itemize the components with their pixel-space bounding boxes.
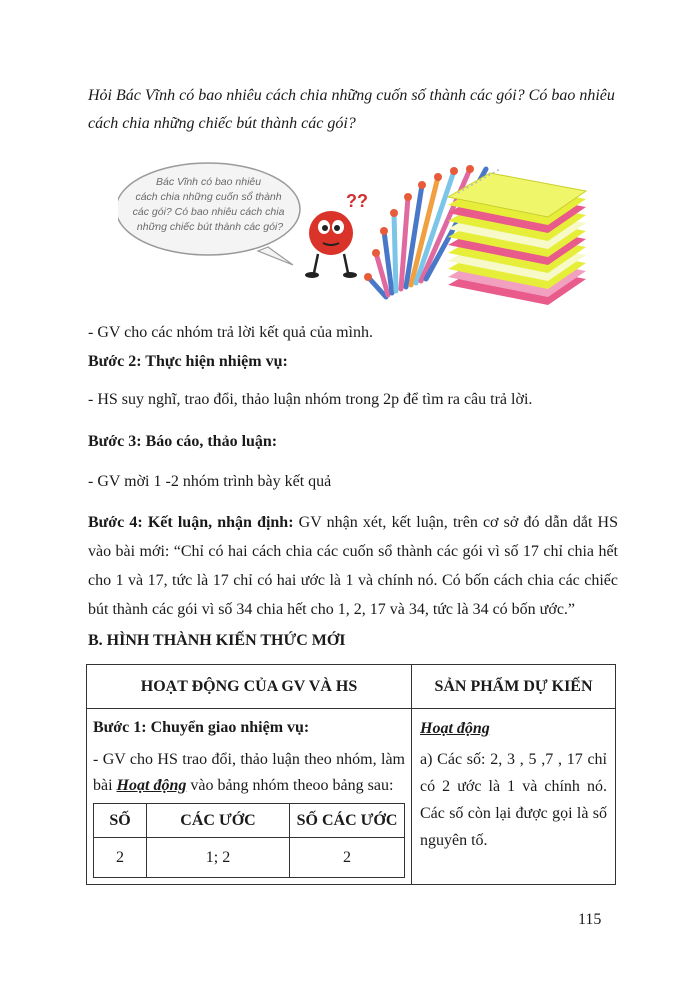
task-text-before: - GV cho HS trao đổi, thảo luận theo nhóm, làm bài: [93, 751, 405, 794]
divisor-table: [93, 803, 405, 878]
task-text: [93, 747, 405, 799]
products-cell: [412, 709, 616, 885]
col-divisor-count: SỐ CÁC ƯỚC: [290, 804, 405, 838]
step3-heading: Bước 3: Báo cáo, thảo luận:: [88, 433, 278, 450]
activity-link-text: Hoạt động: [116, 777, 187, 794]
section-title: B. HÌNH THÀNH KIẾN THỨC MỚI: [88, 632, 346, 649]
intro-question: [88, 82, 618, 138]
col-number: SỐ: [94, 804, 147, 838]
cell-divisors: 1; 2: [147, 838, 290, 878]
notebooks-pencils-illustration: [118, 157, 588, 307]
paragraph-report: - GV cho các nhóm trả lời kết quả của mình.: [88, 324, 373, 341]
activities-cell: [87, 709, 412, 885]
step4-text: GV nhận xét, kết luận, trên cơ sở đó dẫn dắt HS vào bài mới: “Chỉ có hai cách chia các cuốn sổ thành các gói vì số 17 chỉ chia hết cho 1 và 17, tức là 17 chỉ có hai ước là 1 và chính nó. Có bốn cách chia các chiếc bút thành các gói vì số 34 chia hết cho 1, 2, 17 và 34, tức là 34 có bốn ước.”: [88, 514, 619, 618]
cell-number: 2: [94, 838, 147, 878]
bubble-line-4: những chiếc bút thành các gói?: [136, 221, 284, 233]
col-divisors: CÁC ƯỚC: [147, 804, 290, 838]
question-marks: ??: [346, 191, 368, 211]
step1-heading: Bước 1: Chuyển giao nhiệm vụ:: [93, 719, 310, 736]
step4-paragraph: [88, 508, 618, 624]
activity-table: [86, 664, 616, 885]
bubble-line-2: cách chia những cuốn sổ thành: [135, 191, 282, 203]
notebook-stack: [448, 169, 586, 305]
red-ball-character: [305, 211, 357, 278]
paragraph-discuss: - HS suy nghĩ, trao đổi, thảo luận nhóm trong 2p để tìm ra câu trả lời.: [88, 391, 533, 408]
header-activities: HOẠT ĐỘNG CỦA GV VÀ HS: [87, 665, 412, 709]
cell-divisor-count: 2: [290, 838, 405, 878]
step4-heading: Bước 4: Kết luận, nhận định:: [88, 514, 294, 531]
bubble-line-1: Bác Vĩnh có bao nhiêu: [156, 176, 262, 188]
page-number: 115: [578, 911, 602, 928]
products-text: a) Các số: 2, 3 , 5 ,7 , 17 chỉ có 2 ước là 1 và chính nó. Các số còn lại được gọi là số nguyên tố.: [420, 751, 607, 849]
products-title: Hoạt động: [420, 720, 490, 737]
header-products: SẢN PHẨM DỰ KIẾN: [412, 665, 616, 709]
task-text-after: vào bảng nhóm theoo bảng sau:: [186, 777, 394, 794]
intro-line-1: Hỏi Bác Vĩnh có bao nhiêu cách chia những cuốn số thành các gói? Có bao nhiêu: [88, 87, 615, 104]
bubble-line-3: các gói? Có bao nhiêu cách chia: [132, 206, 285, 218]
paragraph-present: - GV mời 1 -2 nhóm trình bày kết quả: [88, 473, 332, 490]
speech-bubble-tail: [258, 247, 293, 265]
intro-line-2: cách chia những chiếc bút thành các gói?: [88, 115, 356, 132]
step2-heading: Bước 2: Thực hiện nhiệm vụ:: [88, 353, 288, 370]
